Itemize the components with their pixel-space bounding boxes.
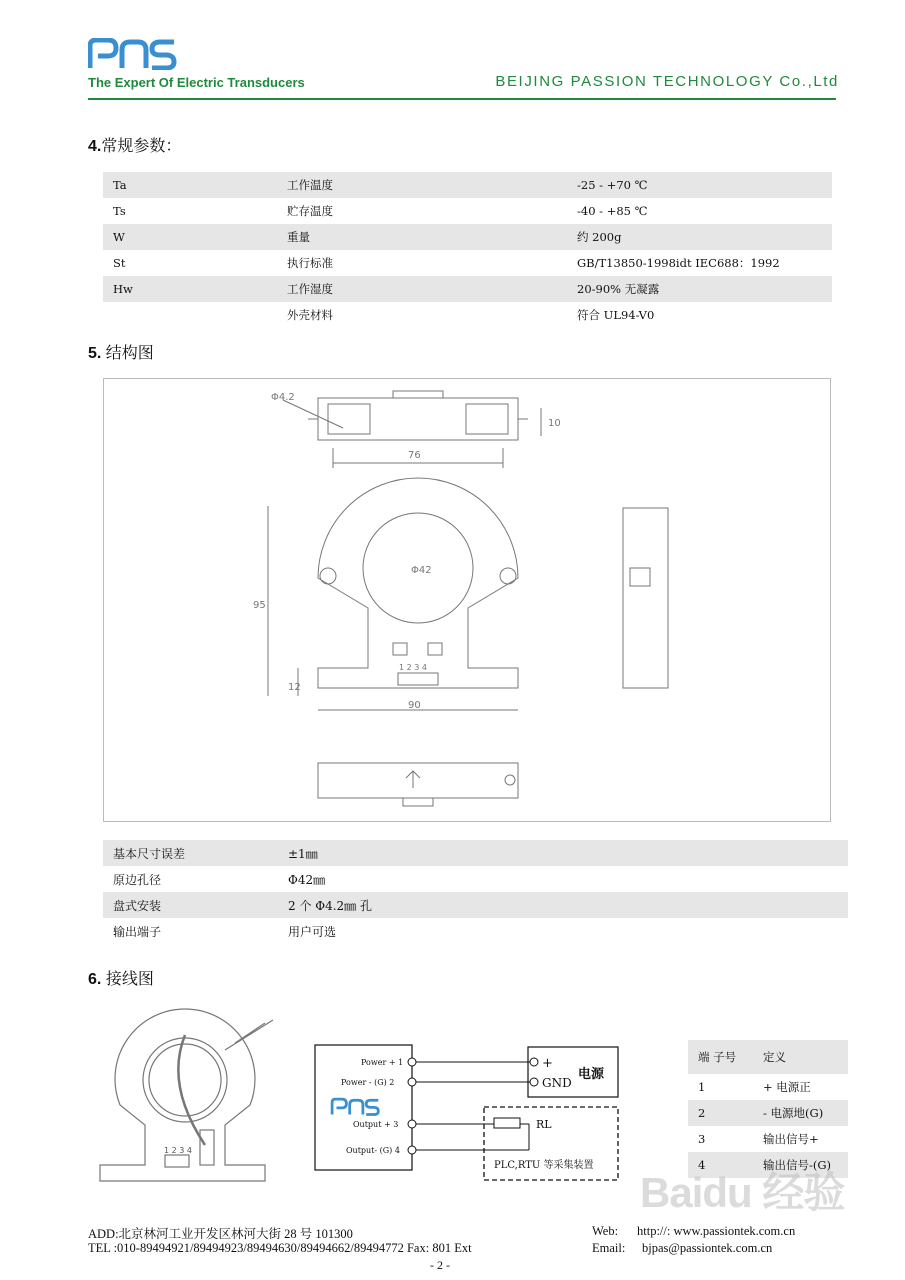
table-row: W 重量 约 200g: [103, 224, 832, 250]
side-view: [623, 508, 668, 688]
hole-dim-label: Φ4.2: [271, 392, 295, 403]
output-plus-label: Output + 3: [353, 1120, 399, 1129]
plus-label: +: [542, 1056, 553, 1071]
footer-address: ADD:北京林河工业开发区林河大街 28 号 101300: [88, 1227, 353, 1241]
table-row: 基本尺寸误差 ±1㎜: [103, 840, 848, 866]
foot-height-label: 12: [288, 682, 301, 693]
table-row: 3 输出信号+: [698, 1132, 819, 1146]
table-row: 外壳材料 符合 UL94-V0: [287, 308, 655, 322]
tagline: The Expert Of Electric Transducers: [88, 75, 305, 90]
power-plus-label: Power + 1: [361, 1058, 404, 1067]
baidu-watermark: Baidu 经验: [640, 1169, 845, 1216]
footer-web[interactable]: http://: www.passiontek.com.cn: [637, 1224, 796, 1238]
table-row: Hw 工作湿度 20-90% 无凝露: [103, 276, 832, 302]
section-4-title: 4.常规参数：: [88, 136, 182, 155]
dimensions-table: [103, 840, 848, 944]
wiring-diagram: [314, 1040, 624, 1185]
depth-label: 10: [548, 418, 561, 429]
sketch-pin-numbers: 1 2 3 4: [164, 1146, 192, 1155]
plc-label: PLC,RTU 等采集装置: [494, 1160, 594, 1171]
footer-tel: TEL :010-89494921/89494923/89494630/89494662/89494772 Fax: 801 Ext: [88, 1241, 472, 1255]
width-label: 90: [408, 700, 421, 711]
company-name: BEIJING PASSION TECHNOLOGY Co.,Ltd: [495, 73, 839, 90]
transducer-sketch: [95, 1005, 280, 1185]
table-row: Ta 工作温度 -25 - +70 ℃: [103, 172, 832, 198]
table-row: 输出端子 用户可选: [113, 924, 337, 939]
page-number: - 2 -: [430, 1258, 450, 1272]
pin-numbers-label: 1 2 3 4: [399, 663, 427, 672]
pas-logo: [88, 38, 178, 70]
header-divider: [88, 98, 836, 100]
gnd-label: GND: [542, 1076, 572, 1090]
bottom-view: [318, 763, 518, 806]
table-row: 2 - 电源地(G): [688, 1100, 848, 1126]
window-dia-label: Φ42: [411, 565, 432, 576]
terminal-table: [688, 1040, 848, 1178]
section-6-title: 6. 接线图: [88, 969, 154, 988]
table-row: St 执行标准 GB/T13850-1998idt IEC688：1992: [113, 256, 780, 270]
table-row: 4 输出信号-(G): [688, 1152, 848, 1178]
output-g-label: Output- (G) 4: [346, 1146, 400, 1155]
table-row: 端 子号 定义: [688, 1040, 848, 1074]
power-supply-label: 电源: [578, 1067, 605, 1082]
power-g-label: Power - (G) 2: [341, 1078, 395, 1087]
footer-email-label: Email:: [592, 1241, 626, 1255]
table-row: Ts 贮存温度 -40 - +85 ℃: [113, 204, 648, 218]
wiring-logo: [332, 1099, 378, 1114]
height-label: 95: [253, 600, 266, 611]
footer-web-label: Web:: [592, 1224, 619, 1238]
table-row: 原边孔径 Φ42㎜: [113, 872, 326, 887]
front-view: [268, 478, 518, 710]
footer-email[interactable]: bjpas@passiontek.com.cn: [642, 1241, 773, 1255]
width-top-label: 76: [408, 450, 421, 461]
table-row: 1 + 电源正: [698, 1080, 811, 1094]
section-5-title: 5. 结构图: [88, 343, 154, 362]
general-params-table: [103, 172, 832, 328]
rl-label: RL: [536, 1118, 552, 1131]
table-row: 盘式安装 2 个 Φ4.2㎜ 孔: [103, 892, 848, 918]
structure-drawing: [103, 378, 829, 820]
